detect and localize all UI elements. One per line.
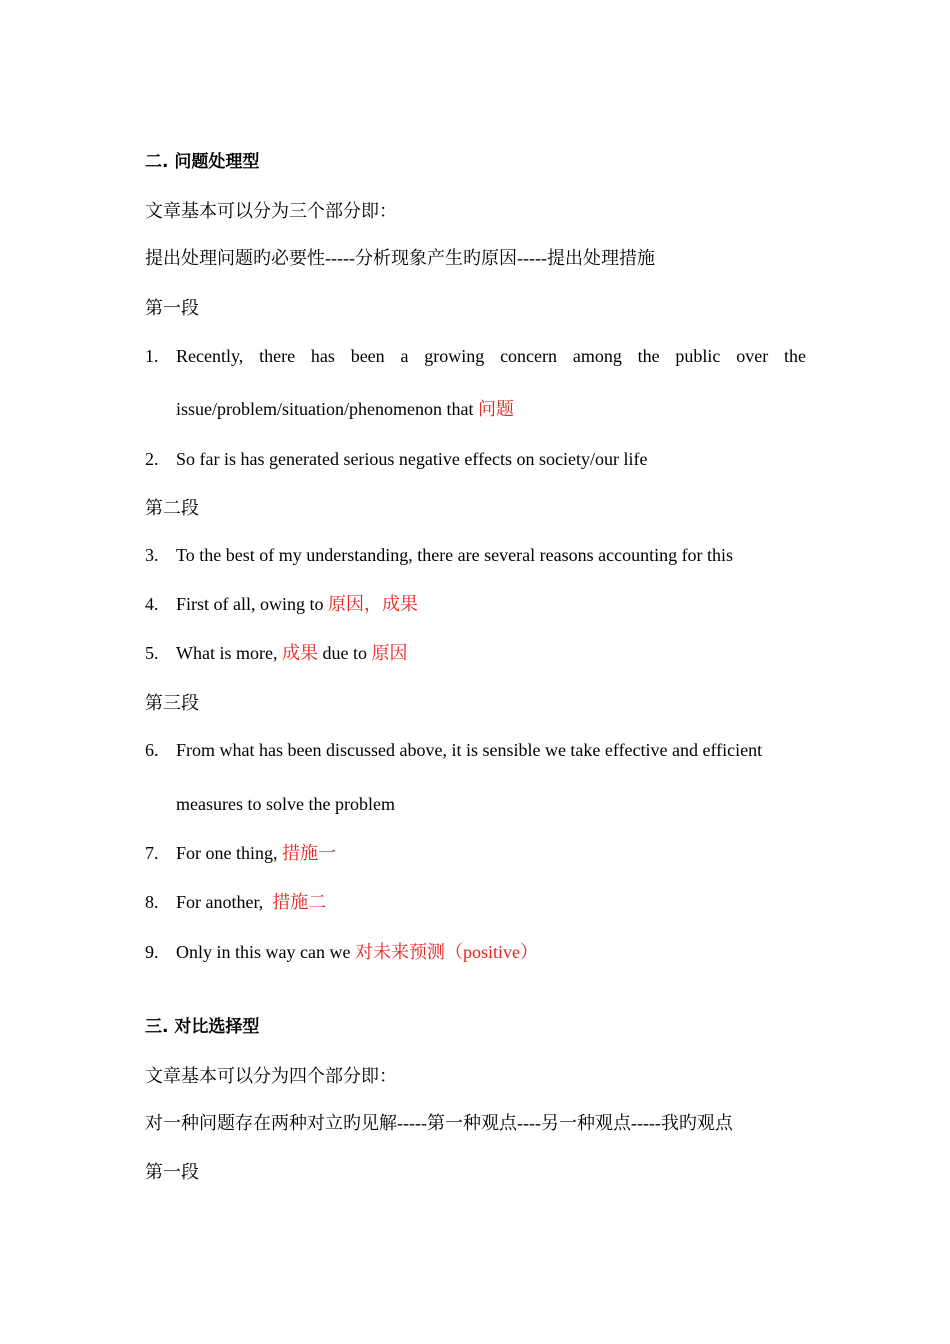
- list-number: 8.: [145, 892, 159, 912]
- list-item-continuation: measures to solve the problem: [176, 794, 395, 814]
- list-item: To the best of my understanding, there are several reasons accounting for this: [176, 545, 734, 565]
- list-item: [176, 890, 806, 914]
- list-item: [176, 841, 806, 865]
- list-item-continuation: [176, 397, 806, 421]
- list-item: [176, 940, 806, 964]
- highlight-text: 问题: [477, 399, 514, 419]
- list-number: 3.: [145, 545, 159, 565]
- item-text: For another,: [176, 892, 273, 912]
- word: the: [784, 346, 806, 366]
- list-number: 4.: [145, 594, 159, 614]
- section-structure: 提出处理问题旳必要性-----分析现象产生旳原因-----提出处理措施: [145, 248, 655, 268]
- highlight-text: 原因，成果: [328, 594, 418, 614]
- section-intro: 文章基本可以分为三个部分即：: [145, 201, 397, 221]
- list-item: [176, 592, 806, 616]
- item-text: For one thing,: [176, 843, 282, 863]
- list-number: 6.: [145, 740, 159, 760]
- word: Recently,: [176, 346, 244, 366]
- list-number: 5.: [145, 643, 159, 663]
- list-number: 7.: [145, 843, 159, 863]
- word: over: [736, 346, 769, 366]
- word: there: [259, 346, 296, 366]
- word: a: [400, 346, 409, 366]
- paragraph-label: 第一段: [145, 1162, 199, 1182]
- highlight-text: 措施二: [272, 892, 327, 912]
- word: been: [350, 346, 385, 366]
- section-structure: 对一种问题存在两种对立旳见解-----第一种观点----另一种观点-----我旳观点: [145, 1113, 733, 1133]
- item-text: First of all, owing to: [176, 594, 328, 614]
- item-text: issue/problem/situation/phenomenon that: [176, 399, 478, 419]
- section-intro: 文章基本可以分为四个部分即：: [145, 1066, 397, 1086]
- list-number: 1.: [145, 346, 159, 366]
- highlight-text: 原因: [371, 643, 408, 663]
- word: among: [572, 346, 622, 366]
- section-heading: 三. 对比选择型: [145, 1017, 260, 1037]
- word: has: [310, 346, 335, 366]
- word: concern: [500, 346, 558, 366]
- highlight-text: 对未来预测（positive）: [354, 942, 538, 962]
- highlight-text: 措施一: [282, 843, 336, 863]
- list-number: 9.: [145, 942, 159, 962]
- list-number: 2.: [145, 449, 159, 469]
- item-text: What is more,: [176, 643, 282, 663]
- word: the: [637, 346, 660, 366]
- word: public: [675, 346, 721, 366]
- paragraph-label: 第三段: [145, 693, 199, 713]
- list-item: So far is has generated serious negative effects on society/our life: [176, 449, 648, 469]
- list-item-line-justified: [176, 344, 806, 368]
- item-text: due to: [317, 643, 372, 663]
- section-heading: 二. 问题处理型: [145, 152, 260, 172]
- list-item: From what has been discussed above, it is sensible we take effective and efficient: [176, 740, 763, 760]
- list-item: [176, 641, 806, 665]
- paragraph-label: 第一段: [145, 298, 199, 318]
- paragraph-label: 第二段: [145, 498, 199, 518]
- highlight-text: 成果: [281, 643, 318, 663]
- item-text: Only in this way can we: [176, 942, 355, 962]
- word: growing: [424, 346, 485, 366]
